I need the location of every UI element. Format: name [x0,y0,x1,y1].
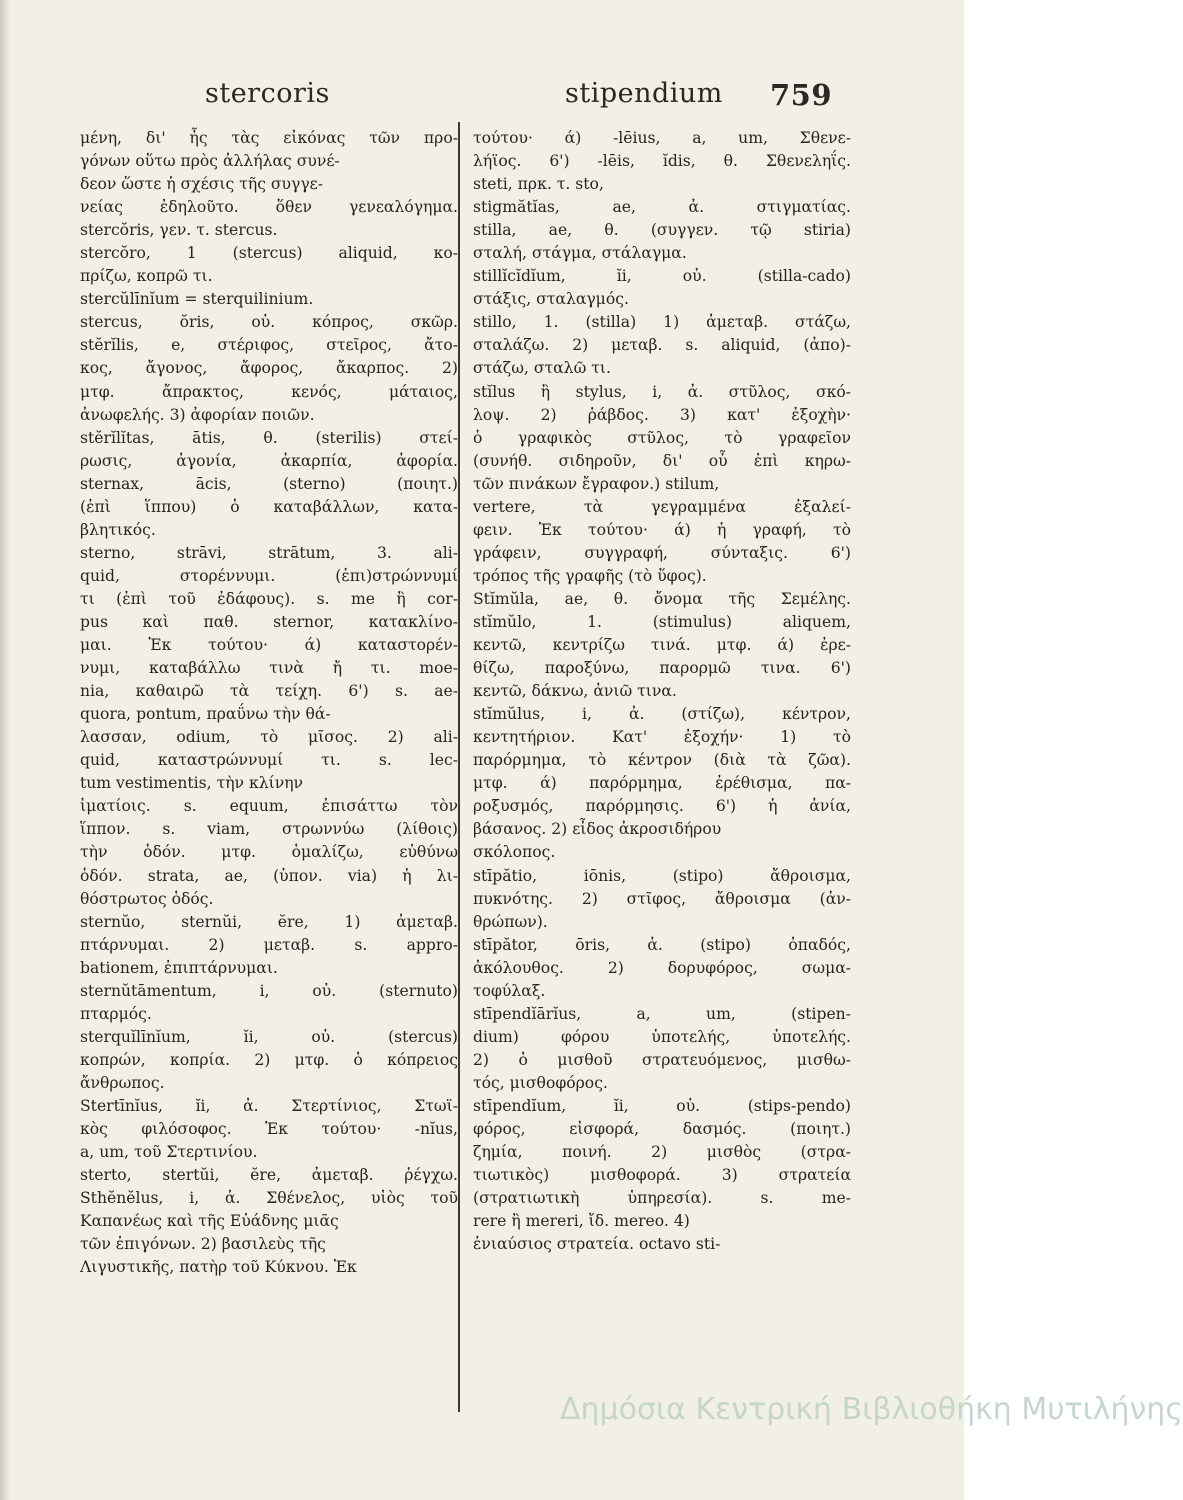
entry-line: γόνων οὕτω πρὸς ἀλλήλας συνέ- [80,152,340,171]
entry-line: rere ἢ mereri, ἴδ. mereo. 4) [473,1212,690,1231]
entry-line: πταρμός. [80,1004,152,1023]
entry-line: τοφύλαξ. [473,981,546,1000]
entry-line: sternax, ācis, (sterno) (ποιητ.) [80,474,458,493]
entry-line: quid, καταστρώννυμί τι. s. lec- [80,751,458,770]
entry-line: ροξυσμός, παρόρμησις. 6') ἡ ἀνία, [473,797,851,816]
entry-line: ρωσις, ἀγονία, ἀκαρπία, ἀφορία. [80,451,458,470]
entry-line: φειν. Ἐκ τούτου· ά) ἡ γραφή, τὸ [473,520,851,539]
entry-line: stīpător, ōris, ἀ. (stipo) ὀπαδός, [473,935,851,954]
right-column [473,127,851,1256]
entry-line: stillĭcĭdĭum, ĭi, οὐ. (stilla-cado) [473,267,851,286]
entry-line: dium) φόρου ὑποτελής, ὑποτελής. [473,1027,851,1046]
entry-line: γράφειν, συγγραφή, σύνταξις. 6') [473,543,851,562]
entry-line: steti, πρκ. τ. sto, [473,175,604,194]
header-right-guide-word: stipendium [565,78,723,109]
entry-line: τιωτικὸς) μισθοφορά. 3) στρατεία [473,1166,851,1185]
entry-line: δεον ὥστε ἡ σχέσις τῆς συγγε- [80,175,324,194]
page-edge-shadow [0,0,10,1500]
entry-line: παρόρμημα, τὸ κέντρον (διὰ τὰ ζῶα). [473,751,851,770]
entry-line: λήϊος. 6') -lēis, ĭdis, θ. Σθενεληΐς. [473,152,851,171]
entry-line: πρίζω, κοπρῶ τι. [80,267,213,286]
entry-line: stercŭlīnĭum = sterquilinium. [80,290,314,309]
entry-line: κος, ἄγονος, ἄφορος, ἄκαρπος. 2) [80,359,458,378]
page-number: 759 [770,78,833,112]
entry-line: βλητικός. [80,520,156,539]
entry-line: a, um, τοῦ Στερτινίου. [80,1143,258,1162]
entry-line: stillo, 1. (stilla) 1) ἀμεταβ. στάζω, [473,313,851,332]
entry-line: τι (ἐπὶ τοῦ ἐδάφους). s. me ἢ cor- [80,589,458,608]
entry-line: stīpătio, iōnis, (stipo) ἄθροισμα, [473,866,851,885]
entry-line: θόστρωτος ὁδός. [80,889,214,908]
entry-line: πυκνότης. 2) στῖφος, ἄθροισμα (ἀν- [473,889,851,908]
entry-line: θρώπων). [473,912,548,931]
entry-line: τῶν πινάκων ἔγραφον.) stilum, [473,474,720,493]
entry-line: τρόπος τῆς γραφῆς (τὸ ὕφος). [473,566,707,585]
entry-line: μένη, δι' ἧς τὰς εἰκόνας τῶν προ- [80,129,458,147]
header-left-guide-word: stercoris [205,78,330,109]
entry-line: stigmătĭas, ae, ἀ. στιγματίας. [473,198,851,217]
entry-line: σκόλοπος. [473,843,556,862]
entry-line: σταλή, στάγμα, στάλαγμα. [473,244,687,263]
entry-line: Sthĕnĕlus, i, ἀ. Σθένελος, υἱὸς τοῦ [80,1189,458,1208]
entry-line: ὁδόν. strata, ae, (ὑπον. via) ἡ λι- [80,866,458,885]
entry-line: ὁ γραφικὸς στῦλος, τὸ γραφεῖον [473,428,851,447]
entry-line: πτάρνυμαι. 2) μεταβ. s. appro- [80,935,458,954]
entry-line: κὸς φιλόσοφος. Ἐκ τούτου· -nĭus, [80,1120,458,1139]
entry-line: stilla, ae, θ. (συγγεν. τῷ stiria) [473,221,851,240]
entry-line: νείας ἐδηλοῦτο. ὅθεν γενεαλόγημα. [80,198,458,217]
entry-line: quid, στορέννυμι. (ἐπι)στρώννυμί [80,566,458,585]
entry-line: (στρατιωτικὴ ὑπηρεσία). s. me- [473,1189,851,1208]
entry-line: Stĭmŭla, ae, θ. ὄνομα τῆς Σεμέλης. [473,589,851,608]
entry-line: sterno, strāvi, strātum, 3. ali- [80,543,458,562]
entry-line: ἀνωφελής. 3) ἀφορίαν ποιῶν. [80,405,315,424]
entry-line: 2) ὁ μισθοῦ στρατευόμενος, μισθω- [473,1050,851,1069]
entry-line: τὴν ὁδόν. μτφ. ὁμαλίζω, εὐθύνω [80,843,458,862]
entry-line: Καπανέως καὶ τῆς Εὐάδνης μιᾶς [80,1212,339,1231]
entry-line: stĭmŭlus, i, ἀ. (στίζω), κέντρον, [473,705,851,724]
entry-line: θίζω, παροξύνω, παρορμῶ τινα. 6') [473,659,851,678]
entry-line: stercŏro, 1 (stercus) aliquid, κο- [80,244,458,263]
entry-line: ἀκόλουθος. 2) δορυφόρος, σωμα- [473,958,851,977]
entry-line: (ἐπὶ ἵππου) ὁ καταβάλλων, κατα- [80,497,458,516]
entry-line: quora, pontum, πραΰνω τὴν θά- [80,705,331,724]
entry-line: τούτου· ά) -lēius, a, um, Σθενε- [473,129,851,147]
entry-line: στάζω, σταλῶ τι. [473,359,611,378]
entry-line: τῶν ἐπιγόνων. 2) βασιλεὺς τῆς [80,1235,326,1254]
entry-line: stĭlus ἢ stylus, i, ἀ. στῦλος, σκό- [473,382,851,401]
entry-line: λοψ. 2) ῥάβδος. 3) κατ' ἐξοχὴν· [473,405,851,424]
entry-line: Λιγυστικῆς, πατὴρ τοῦ Κύκνου. Ἐκ [80,1258,357,1277]
entry-line: μαι. Ἐκ τούτου· ά) καταστορέν- [80,636,458,655]
column-divider [458,122,460,1412]
entry-line: stercus, ŏris, οὐ. κόπρος, σκῶρ. [80,313,458,332]
entry-line: ἱματίοις. s. equum, ἐπισάττω τὸν [80,797,458,816]
entry-line: (συνήθ. σιδηροῦν, δι' οὗ ἐπὶ κηρω- [473,451,851,470]
entry-line: μτφ. ά) παρόρμημα, ἐρέθισμα, πα- [473,774,851,793]
entry-line: ἵππον. s. viam, στρωννύω (λίθοις) [80,820,458,839]
entry-line: sterto, stertŭi, ĕre, ἀμεταβ. ῥέγχω. [80,1166,458,1185]
entry-line: βάσανος. 2) εἶδος ἀκροσιδήρου [473,820,722,839]
entry-line: ζημία, ποινή. 2) μισθὸς (στρα- [473,1143,851,1162]
entry-line: λασσαν, odium, τὸ μῖσος. 2) ali- [80,728,458,747]
entry-line: ἄνθρωπος. [80,1073,165,1092]
entry-line: μτφ. ἄπρακτος, κενός, μάταιος, [80,382,458,401]
entry-line: sternŭtāmentum, i, οὐ. (sternuto) [80,981,458,1000]
entry-line: stĭmŭlo, 1. (stimulus) aliquem, [473,612,851,631]
entry-line: stĕrĭlĭtas, ātis, θ. (sterilis) στεί- [80,428,458,447]
left-column [80,127,458,1279]
entry-line: stĕrĭlis, e, στέριφος, στεῖρος, ἄτο- [80,336,458,355]
entry-line: σταλάζω. 2) μεταβ. s. aliquid, (ἀπο)- [473,336,851,355]
entry-line: stīpendĭārĭus, a, um, (stipen- [473,1004,851,1023]
entry-line: στάξις, σταλαγμός. [473,290,629,309]
entry-line: stīpendĭum, ĭi, οὐ. (stips-pendo) [473,1096,851,1115]
entry-line: pus καὶ παθ. sternor, κατακλίνο- [80,612,458,631]
entry-line: sternŭo, sternŭi, ĕre, 1) ἀμεταβ. [80,912,458,931]
entry-line: stercŏris, γεν. τ. stercus. [80,221,278,240]
entry-line: nia, καθαιρῶ τὰ τείχη. 6') s. ae- [80,682,458,701]
entry-line: κοπρών, κοπρία. 2) μτφ. ὁ κόπρειος [80,1050,458,1069]
entry-line: κεντητήριον. Κατ' ἐξοχήν· 1) τὸ [473,728,851,747]
entry-line: vertere, τὰ γεγραμμένα ἐξαλεί- [473,497,851,516]
entry-line: tum vestimentis, τὴν κλίνην [80,774,304,793]
entry-line: Stertīnĭus, ĭi, ἀ. Στερτίνιος, Στωϊ- [80,1096,458,1115]
entry-line: κεντῶ, κεντρίζω τινά. μτφ. ά) ἐρε- [473,636,851,655]
entry-line: ἐνιαύσιος στρατεία. octavo sti- [473,1235,721,1254]
entry-line: φόρος, εἰσφορά, δασμός. (ποιητ.) [473,1120,851,1139]
entry-line: bationem, ἐπιπτάρνυμαι. [80,958,278,977]
entry-line: κεντῶ, δάκνω, ἀνιῶ τινα. [473,682,677,701]
entry-line: sterquĭlīnĭum, ĭi, οὐ. (stercus) [80,1027,458,1046]
entry-line: νυμι, καταβάλλω τινὰ ἤ τι. moe- [80,659,458,678]
entry-line: τός, μισθοφόρος. [473,1073,608,1092]
library-watermark: Δημόσια Κεντρική Βιβλιοθήκη Μυτιλήνης [560,1392,1183,1427]
